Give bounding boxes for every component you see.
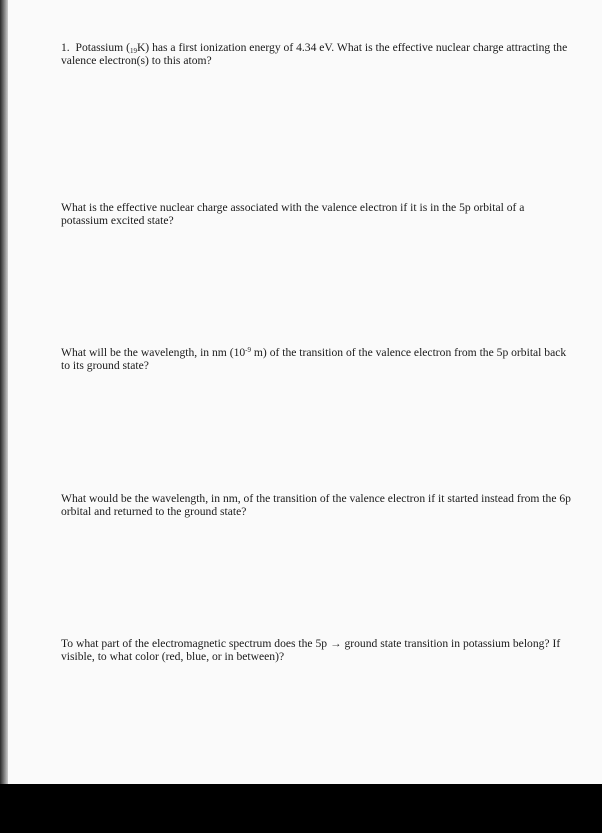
question-1	[61, 41, 571, 67]
scan-left-edge	[0, 0, 8, 784]
scan-bottom-border	[0, 784, 602, 833]
question-1-text-end: K) has a first ionization energy of 4.34 eV. What is the effective nuclear charge attracting the valence electron(s) to this atom?	[61, 41, 568, 68]
question-4: What would be the wavelength, in nm, of the transition of the valence electron if it started instead from the 6p orbital and returned to the ground state?	[61, 492, 571, 519]
question-1-number: 1.	[61, 41, 70, 54]
question-3-text-end: m) of the transition of the valence electron from the 5p orbital back to its ground state?	[61, 346, 567, 373]
question-1-text-start: Potassium (	[75, 41, 130, 54]
question-3-text-start: What will be the wavelength, in nm (10	[61, 346, 246, 359]
question-2: What is the effective nuclear charge associated with the valence electron if it is in the 5p orbital of a potassium excited state?	[61, 201, 525, 228]
exponent-superscript: -9	[245, 346, 252, 354]
atomic-number-subscript: 19	[129, 47, 137, 55]
question-5: To what part of the electromagnetic spectrum does the 5p → ground state transition in potassium belong? If visible, to what color (red, blue, or in between)?	[61, 637, 561, 664]
worksheet-page	[6, 0, 602, 784]
question-3	[61, 346, 571, 372]
